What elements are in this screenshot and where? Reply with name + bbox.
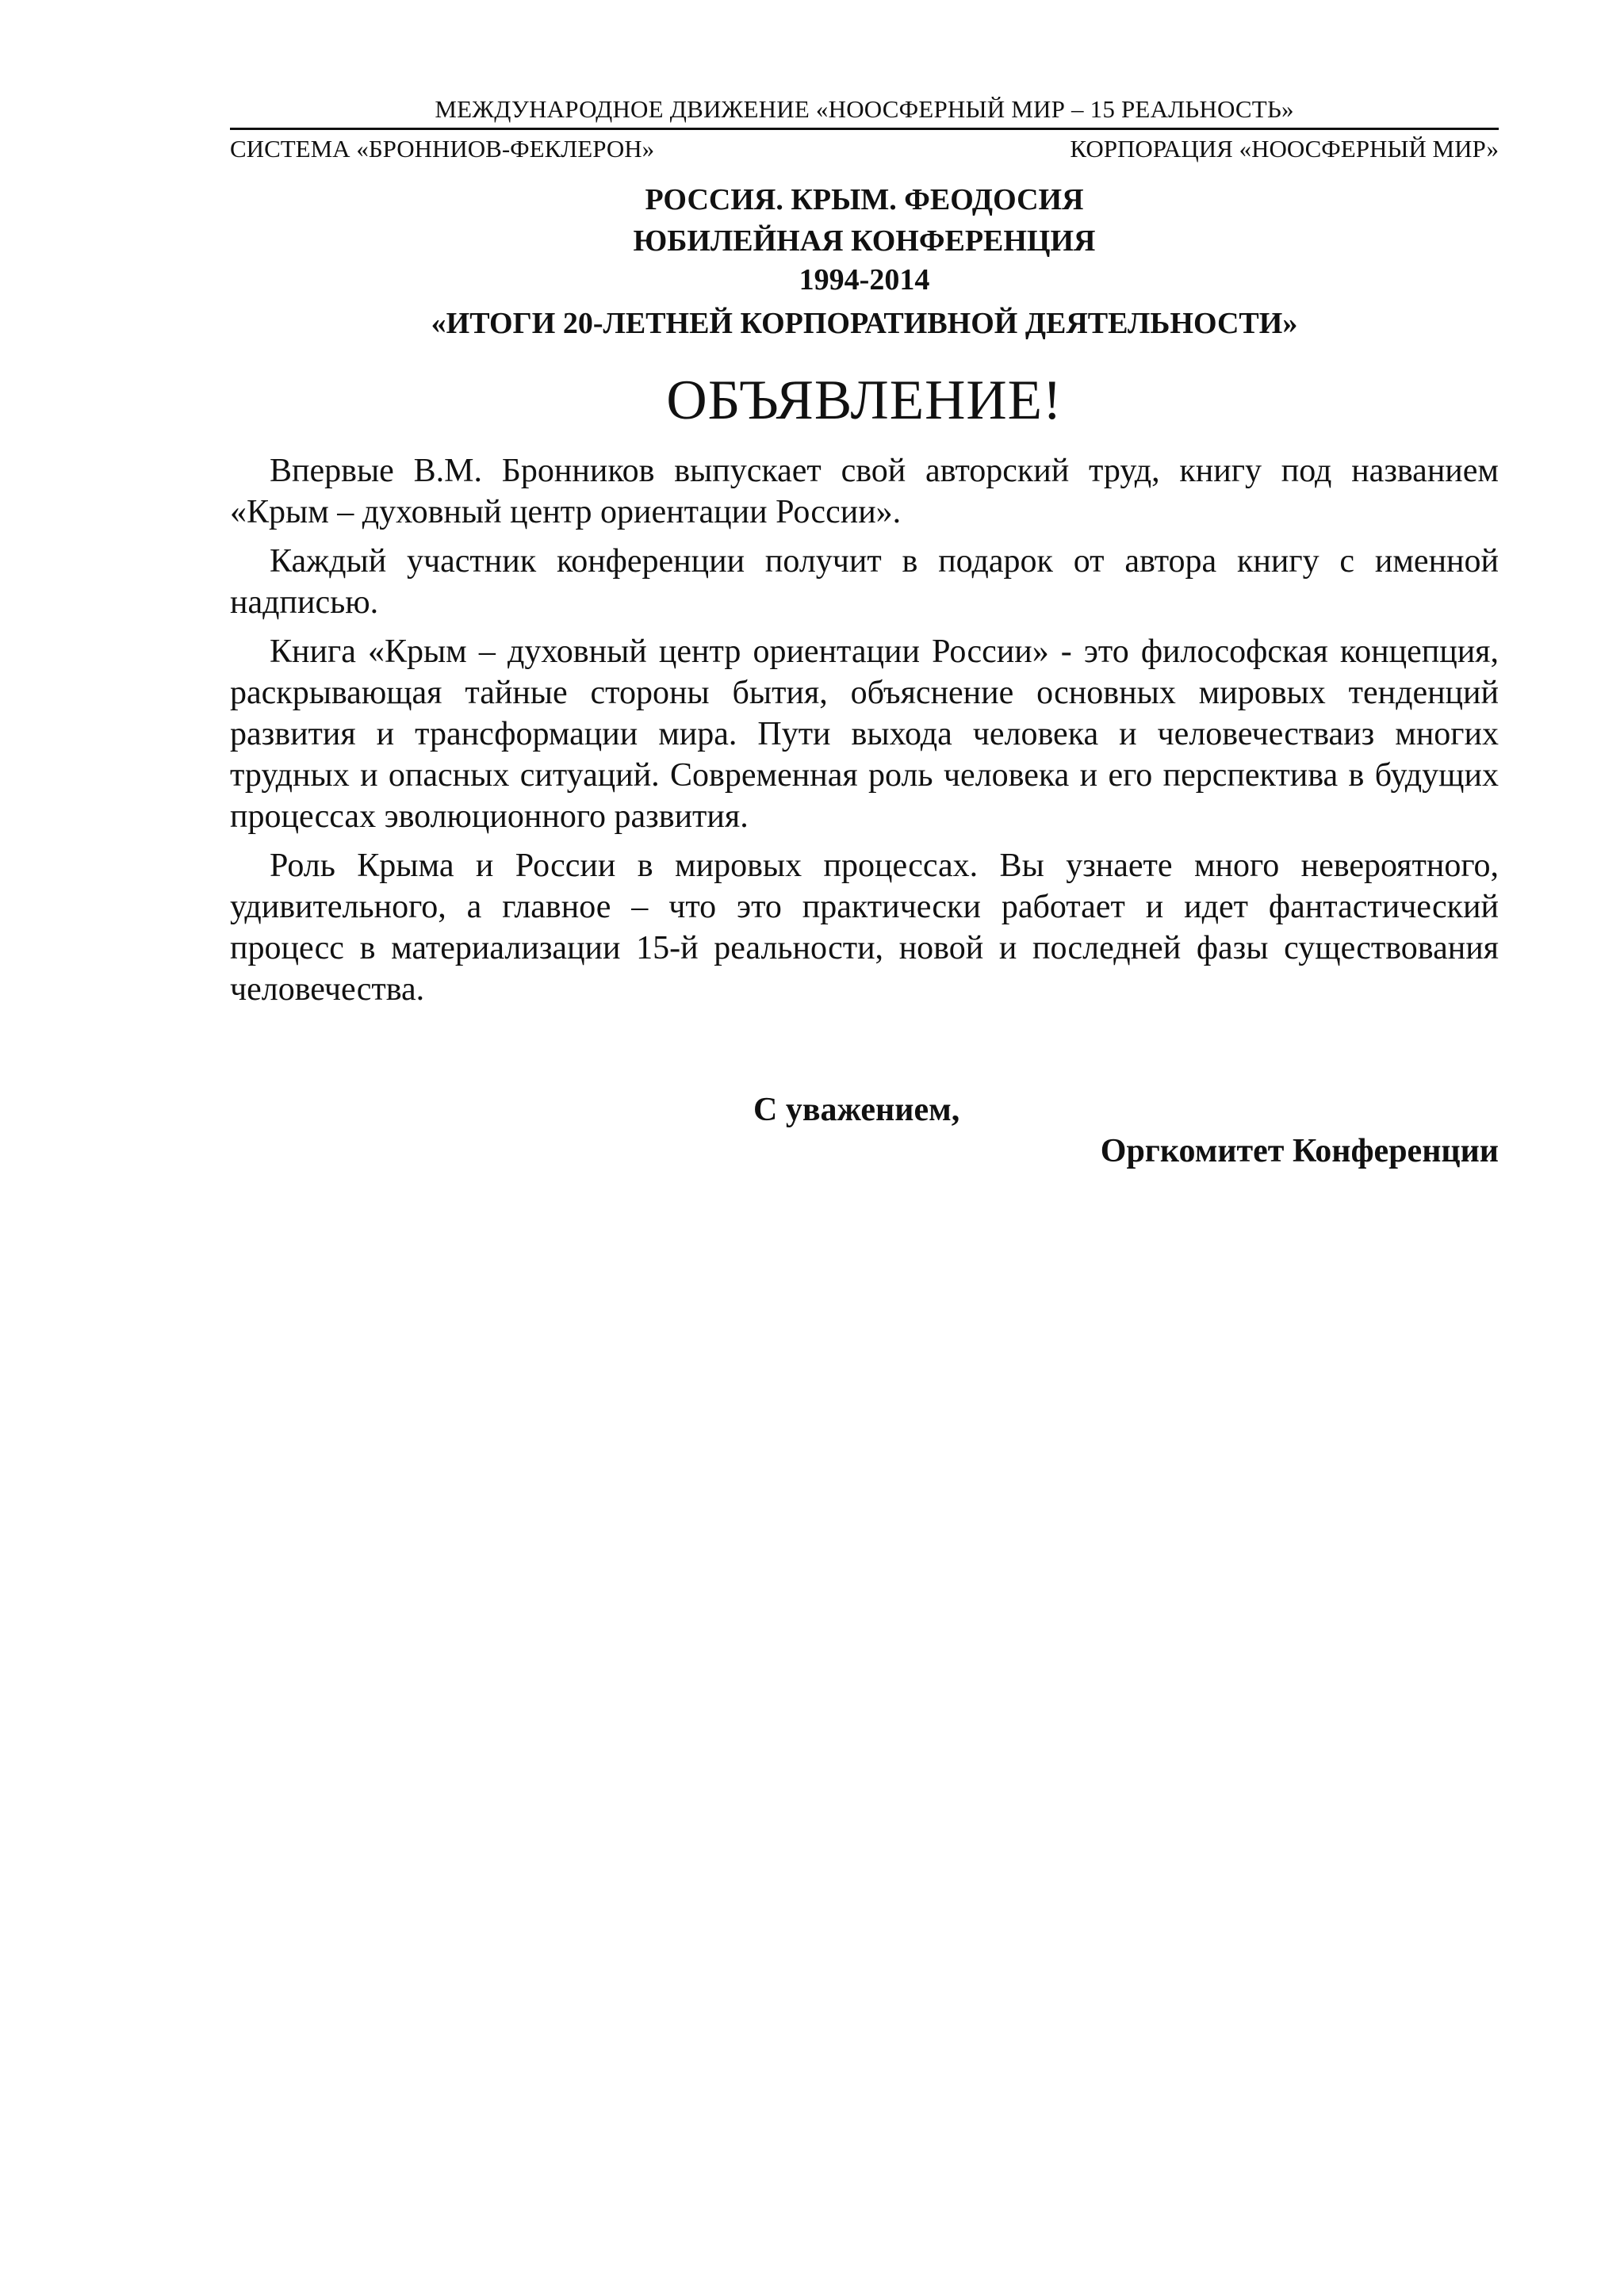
announcement-body bbox=[230, 450, 1499, 1018]
conference-title-block bbox=[230, 179, 1499, 344]
paragraph-3: Книга «Крым – духовный центр ориентации России» - это философская концепция, раскрывающая тайные стороны бытия, объяснение основных мировых тенденций развития и трансформации мира. Пути выхода человека и человечестваиз многих трудных и опасных ситуаций. Современная роль человека и его перспектива в будущих процессах эволюционного развития. bbox=[230, 633, 1499, 835]
title-location: РОССИЯ. КРЫМ. ФЕОДОСИЯ bbox=[645, 183, 1084, 216]
title-years: 1994-2014 bbox=[799, 263, 930, 297]
signature-greeting: С уважением, bbox=[753, 1092, 960, 1128]
paragraph-1: Впервые В.М. Бронников выпускает свой авторский труд, книгу под названием «Крым – духовный центр ориентации России». bbox=[230, 453, 1499, 530]
paragraph-4: Роль Крыма и России в мировых процессах. Вы узнаете много невероятного, удивительного, а главное – что это практически работает и идет фантастический процесс в материализации 15-й реальности, новой и последней фазы существования человечества. bbox=[230, 848, 1499, 1008]
title-event: ЮБИЛЕЙНАЯ КОНФЕРЕНЦИЯ bbox=[633, 224, 1096, 258]
signature-organizer: Оргкомитет Конференции bbox=[1100, 1133, 1499, 1169]
paragraph-2: Каждый участник конференции получит в подарок от автора книгу с именной надписью. bbox=[230, 543, 1499, 621]
header-corporation-name: КОРПОРАЦИЯ «НООСФЕРНЫЙ МИР» bbox=[1070, 135, 1499, 163]
header-divider bbox=[230, 128, 1499, 130]
announcement-heading: ОБЪЯВЛЕНИЕ! bbox=[666, 369, 1063, 431]
header-movement-title: МЕЖДУНАРОДНОЕ ДВИЖЕНИЕ «НООСФЕРНЫЙ МИР – 15 РЕАЛЬНОСТЬ» bbox=[435, 95, 1294, 123]
title-subject: «ИТОГИ 20-ЛЕТНЕЙ КОРПОРАТИВНОЙ ДЕЯТЕЛЬНОСТИ» bbox=[431, 307, 1298, 340]
header-system-name: СИСТЕМА «БРОННИОВ-ФЕКЛЕРОН» bbox=[230, 135, 655, 163]
